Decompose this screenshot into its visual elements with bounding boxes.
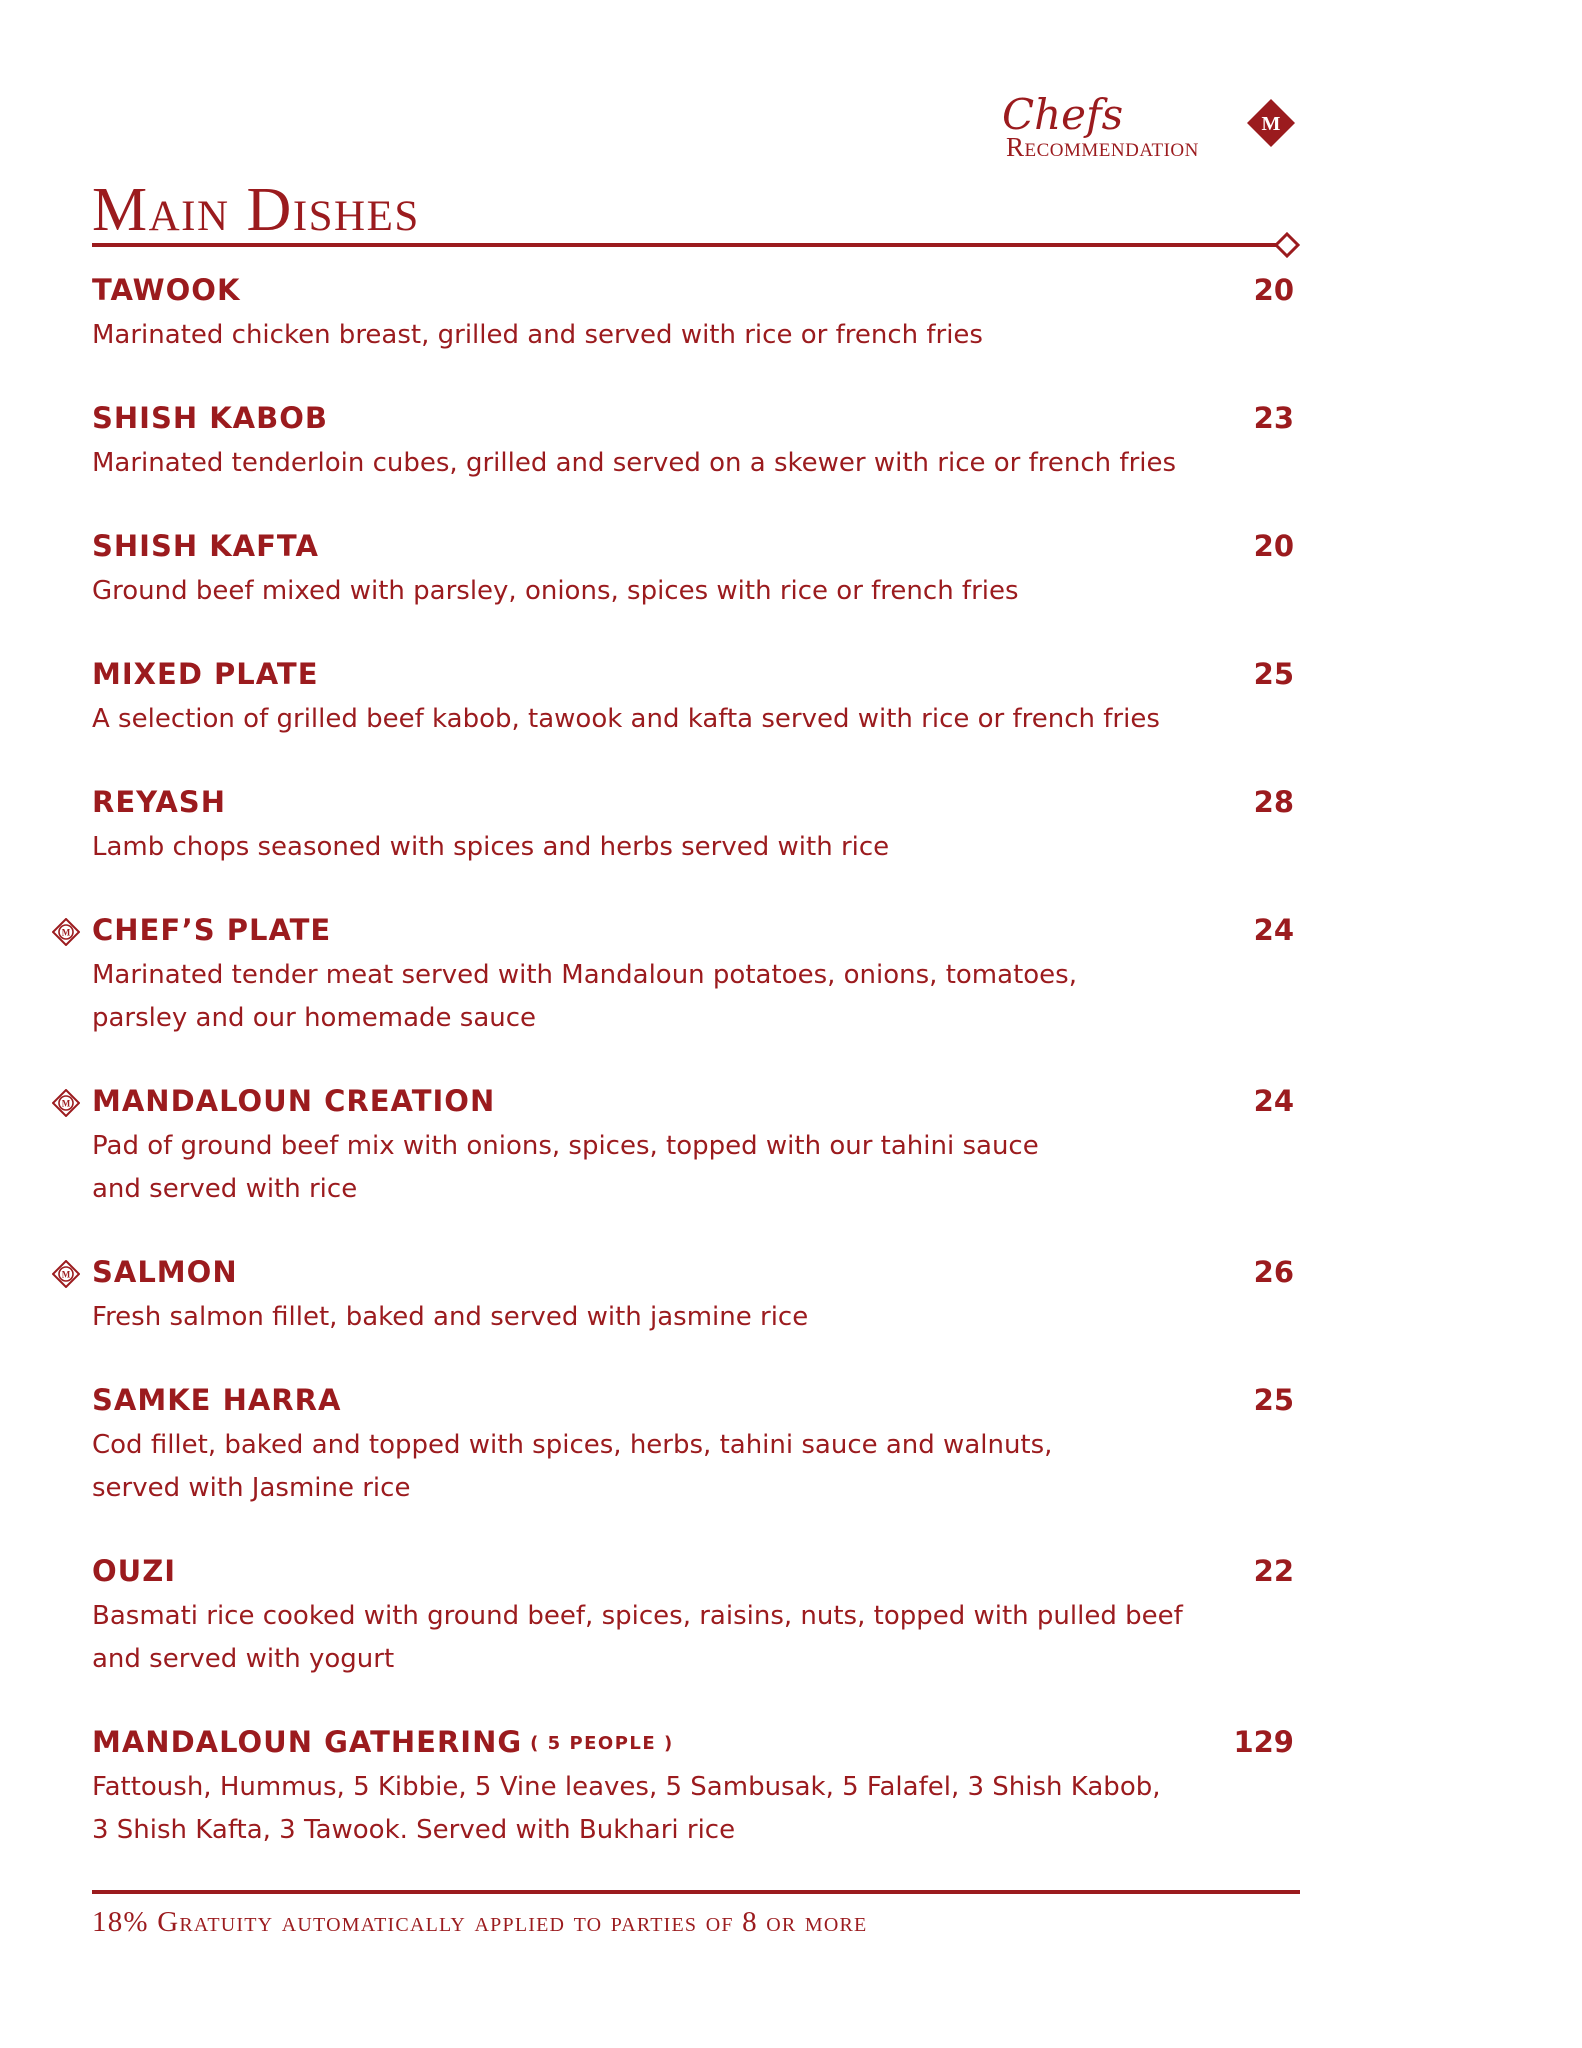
menu-item-description-line: Lamb chops seasoned with spices and herbs served with rice bbox=[92, 832, 890, 862]
menu-item-description-line: and served with rice bbox=[92, 1174, 358, 1204]
menu-item-description bbox=[92, 1125, 1192, 1211]
chef-recommendation-mark-icon bbox=[52, 918, 80, 946]
menu-item-price: 25 bbox=[1253, 1383, 1294, 1417]
title-divider-diamond-icon bbox=[1276, 234, 1298, 256]
menu-item-description bbox=[92, 1424, 1192, 1510]
legend-script-word: Chefs bbox=[1002, 90, 1124, 139]
chef-mark-letter: M bbox=[61, 1269, 71, 1280]
menu-item-title: SHISH KAFTA bbox=[92, 529, 319, 563]
menu-item-name bbox=[92, 272, 240, 308]
badge-letter: M bbox=[1261, 113, 1281, 135]
menu-item-description-line: Fresh salmon fillet, baked and served with jasmine rice bbox=[92, 1302, 809, 1332]
legend-subtitle: Recommendation bbox=[1006, 132, 1199, 162]
menu-item-price: 24 bbox=[1253, 1084, 1294, 1118]
menu-item-description bbox=[92, 1296, 1192, 1339]
menu-item-description-line: and served with yogurt bbox=[92, 1644, 395, 1674]
menu-item-name bbox=[92, 1382, 341, 1418]
menu-item-name bbox=[92, 1083, 495, 1119]
chef-recommendation-mark-icon bbox=[52, 1089, 80, 1117]
menu-item-description-line: Marinated chicken breast, grilled and served with rice or french fries bbox=[92, 320, 983, 350]
menu-item-name bbox=[92, 1724, 674, 1762]
menu-item-description-line: A selection of grilled beef kabob, tawook and kafta served with rice or french fries bbox=[92, 704, 1160, 734]
menu-item-description bbox=[92, 954, 1192, 1040]
menu-item-title: OUZI bbox=[92, 1554, 177, 1588]
menu-item-description-line: Marinated tenderloin cubes, grilled and served on a skewer with rice or french fries bbox=[92, 448, 1177, 478]
menu-item-description bbox=[92, 1766, 1192, 1852]
menu-item-price: 24 bbox=[1253, 913, 1294, 947]
menu-item-description bbox=[92, 1595, 1192, 1681]
menu-item-price: 20 bbox=[1253, 273, 1294, 307]
menu-item-name bbox=[92, 912, 331, 948]
menu-item-title: CHEF’S PLATE bbox=[92, 913, 332, 947]
menu-item-title: REYASH bbox=[92, 785, 226, 819]
menu-item-price: 28 bbox=[1253, 785, 1294, 819]
menu-item-name bbox=[92, 656, 319, 692]
menu-item-description-line: Cod fillet, baked and topped with spices, herbs, tahini sauce and walnuts, bbox=[92, 1430, 1053, 1460]
menu-item-description-line: Marinated tender meat served with Mandaloun potatoes, onions, tomatoes, bbox=[92, 960, 1077, 990]
menu-item-name bbox=[92, 1254, 238, 1290]
chef-recommendation-badge-icon bbox=[1246, 98, 1296, 148]
menu-item-description bbox=[92, 826, 1192, 869]
menu-item-description bbox=[92, 698, 1192, 741]
menu-item-description-line: served with Jasmine rice bbox=[92, 1473, 411, 1503]
chef-recommendation-mark-icon bbox=[52, 1260, 80, 1288]
footer-divider bbox=[92, 1890, 1300, 1894]
menu-item-title: MIXED PLATE bbox=[92, 657, 319, 691]
chef-mark-letter: M bbox=[61, 1098, 71, 1109]
menu-item-serving-note: ( 5 PEOPLE ) bbox=[530, 1733, 674, 1754]
gratuity-note: 18% Gratuity automatically applied to parties of 8 or more bbox=[92, 1906, 868, 1938]
menu-item-title: MANDALOUN CREATION bbox=[92, 1084, 496, 1118]
menu-item-title: SAMKE HARRA bbox=[92, 1383, 342, 1417]
menu-item-name bbox=[92, 784, 226, 820]
menu-item-description-line: Ground beef mixed with parsley, onions, spices with rice or french fries bbox=[92, 576, 1019, 606]
menu-item-description-line: Basmati rice cooked with ground beef, spices, raisins, nuts, topped with pulled beef bbox=[92, 1601, 1183, 1631]
title-divider bbox=[92, 232, 1300, 258]
menu-item-price: 26 bbox=[1253, 1255, 1294, 1289]
menu-item-price: 129 bbox=[1233, 1725, 1294, 1759]
menu-item-description-line: 3 Shish Kafta, 3 Tawook. Served with Bukhari rice bbox=[92, 1815, 736, 1845]
menu-item-name bbox=[92, 528, 319, 564]
menu-item-price: 23 bbox=[1253, 401, 1294, 435]
page-title: Main Dishes bbox=[92, 176, 420, 244]
menu-item-price: 20 bbox=[1253, 529, 1294, 563]
menu-item-name bbox=[92, 1553, 176, 1589]
menu-item-description bbox=[92, 314, 1192, 357]
menu-item-description-line: Fattoush, Hummus, 5 Kibbie, 5 Vine leaves, 5 Sambusak, 5 Falafel, 3 Shish Kabob, bbox=[92, 1772, 1161, 1802]
menu-item-description-line: Pad of ground beef mix with onions, spices, topped with our tahini sauce bbox=[92, 1131, 1039, 1161]
menu-item-title: SALMON bbox=[92, 1255, 238, 1289]
menu-item-price: 25 bbox=[1253, 657, 1294, 691]
menu-item-name bbox=[92, 400, 328, 436]
menu-item-description-line: parsley and our homemade sauce bbox=[92, 1003, 537, 1033]
menu-item-price: 22 bbox=[1253, 1554, 1294, 1588]
menu-item-description bbox=[92, 442, 1192, 485]
menu-item-title: TAWOOK bbox=[92, 273, 241, 307]
chef-mark-letter: M bbox=[61, 927, 71, 938]
menu-item-title: SHISH KABOB bbox=[92, 401, 328, 435]
menu-item-description bbox=[92, 570, 1192, 613]
menu-item-title: MANDALOUN GATHERING bbox=[92, 1725, 523, 1759]
